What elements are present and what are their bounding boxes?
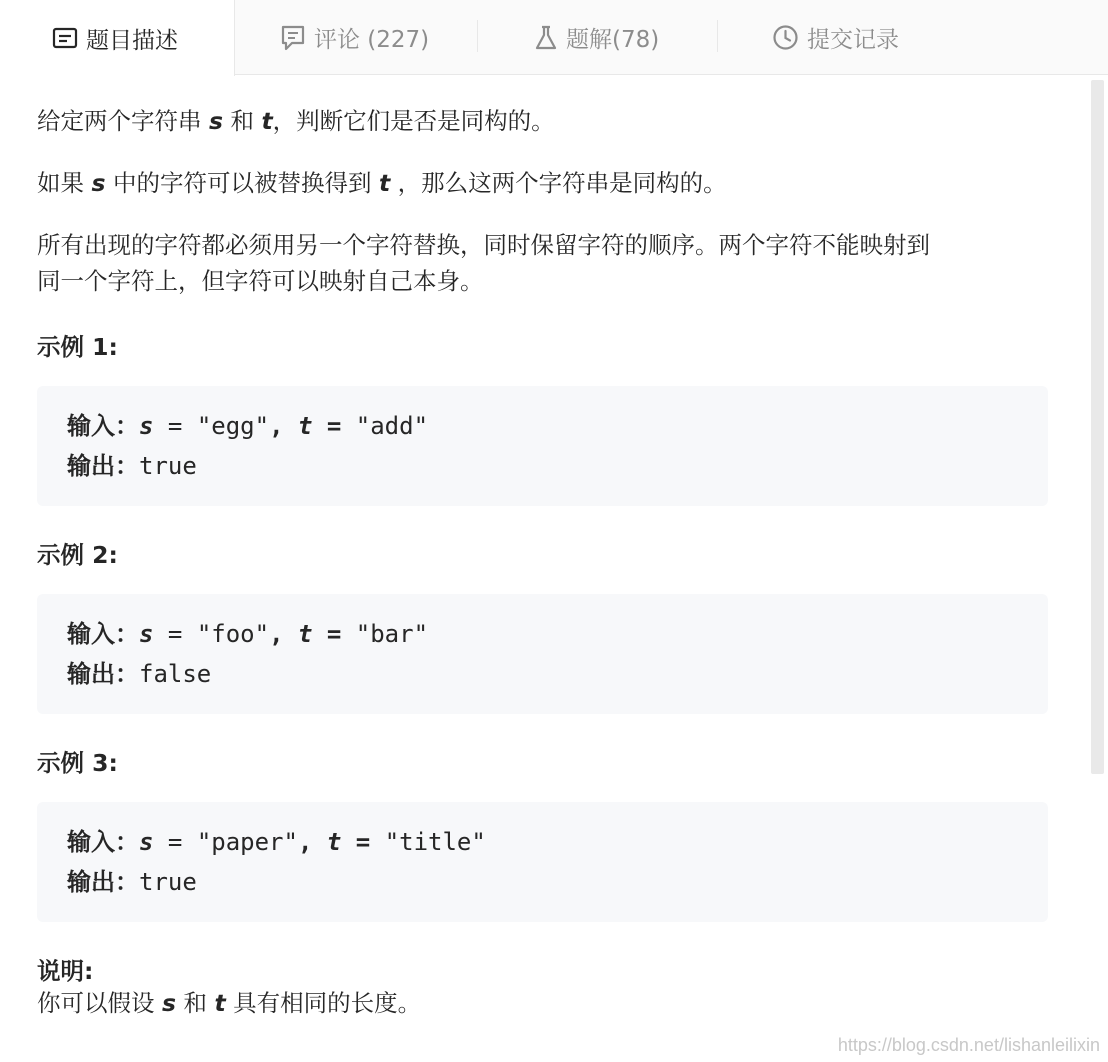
var-s: s	[161, 989, 176, 1017]
watermark-text: https://blog.csdn.net/lishanleilixin	[837, 1035, 1100, 1055]
example-input-line: 输入：s = "paper", t = "title"	[67, 828, 486, 856]
example-code-block	[37, 594, 1048, 714]
tab-label: 评论 (227)	[314, 27, 430, 53]
description-icon	[52, 25, 78, 51]
tab-label: 题目描述	[86, 27, 178, 54]
example-code-block	[37, 386, 1048, 506]
var-t: t	[378, 169, 391, 197]
rule-paragraph-1: 如果 s 中的字符可以被替换得到 t ，那么这两个字符串是同构的。	[37, 169, 727, 197]
var-s: s	[208, 107, 223, 135]
example-input-line: 输入：s = "egg", t = "add"	[67, 412, 429, 440]
rule-paragraph-2: 所有出现的字符都必须用另一个字符替换，同时保留字符的顺序。两个字符不能映射到 同一个字符上，但字符可以映射自己本身。	[37, 231, 930, 295]
note-text: 你可以假设 s 和 t 具有相同的长度。	[37, 989, 422, 1017]
example-code-block	[37, 802, 1048, 922]
scrollbar[interactable]	[1091, 80, 1104, 774]
intro-paragraph: 给定两个字符串 s 和 t，判断它们是否是同构的。	[37, 107, 555, 135]
flask-icon	[534, 24, 558, 52]
comment-icon	[280, 24, 306, 52]
example-heading: 示例 3:	[37, 749, 118, 777]
var-t: t	[261, 107, 273, 135]
tab-label: 提交记录	[807, 27, 899, 53]
var-s: s	[91, 169, 106, 197]
example-heading: 示例 1:	[37, 333, 118, 361]
tab-divider	[717, 20, 718, 52]
example-output-line: 输出：true	[67, 868, 197, 896]
tab-label: 题解(78)	[566, 27, 660, 53]
example-input-line: 输入：s = "foo", t = "bar"	[67, 620, 429, 648]
tab-solutions[interactable]	[534, 0, 659, 75]
note-heading: 说明:	[37, 957, 94, 985]
tab-divider	[477, 20, 478, 52]
example-heading: 示例 2:	[37, 541, 118, 569]
tab-submissions[interactable]	[772, 0, 899, 75]
var-t: t	[214, 989, 226, 1017]
example-output-line: 输出：false	[67, 660, 212, 688]
tab-bar	[0, 0, 1108, 75]
tab-comments[interactable]	[280, 0, 429, 75]
tab-description[interactable]	[0, 0, 235, 76]
clock-icon	[772, 24, 799, 51]
example-output-line: 输出：true	[67, 452, 197, 480]
